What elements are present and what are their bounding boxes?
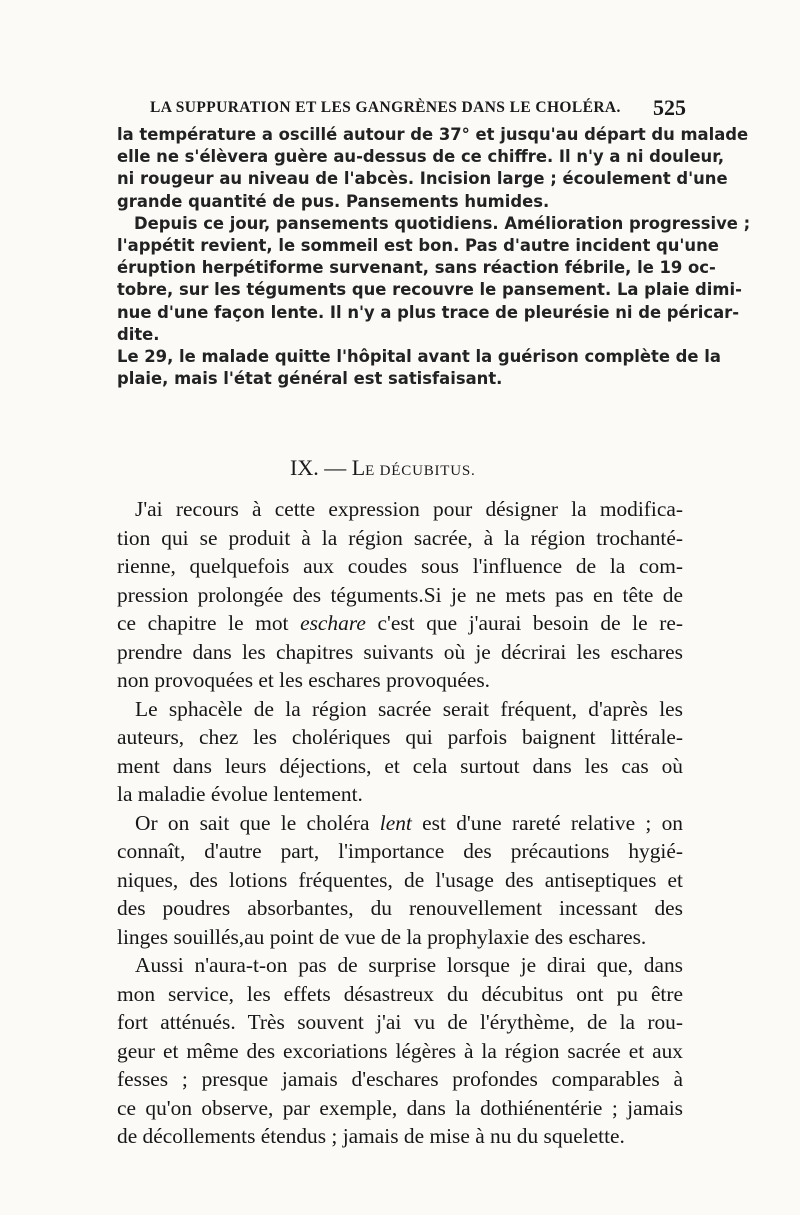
text-line: tobre, sur les téguments que recouvre le pansement. La plaie dimi- [117, 280, 742, 300]
running-title: LA SUPPURATION ET LES GANGRÈNES DANS LE CHOLÉRA. [150, 99, 621, 116]
text-line: nue d'une façon lente. Il n'y a plus trace de pleurésie ni de péricar- [117, 302, 740, 322]
text-line: Le 29, le malade quitte l'hôpital avant la guérison complète de la [117, 347, 721, 367]
text-line [117, 809, 683, 838]
paragraph [117, 495, 683, 695]
text-line: ni rougeur au niveau de l'abcès. Incision large ; écoulement d'une [117, 169, 728, 189]
text-line: plaie, mais l'état général est satisfaisant. [117, 369, 503, 389]
text-line: elle ne s'élèvera guère au-dessus de ce chiffre. Il n'y a ni douleur, [117, 147, 725, 167]
paragraph [117, 213, 751, 346]
section-heading [290, 455, 476, 481]
text-line: la maladie évolue lentement. [117, 782, 363, 806]
text-line: J'ai recours à cette expression pour désigner la modifica- [135, 497, 683, 521]
text-fragment: est d'une rareté relative ; on [411, 810, 684, 835]
text-line: fort atténués. Très souvent j'ai vu de l'érythème, de la rou- [117, 1010, 683, 1034]
text-line: éruption herpétiforme survenant, sans réaction fébrile, le 19 oc- [117, 258, 716, 278]
paragraph [117, 695, 683, 809]
text-line [117, 609, 683, 638]
text-line: tion qui se produit à la région sacrée, à la région trochanté- [117, 525, 683, 550]
case-report-text [117, 124, 751, 390]
text-line: Depuis ce jour, pansements quotidiens. Amélioration progressive ; [134, 213, 751, 233]
text-line: geur et même des excoriations légères à la région sacrée et aux [117, 1038, 683, 1063]
text-line: auteurs, chez les cholériques qui parfois baignent littérale- [117, 725, 683, 749]
text-line: de décollements étendus ; jamais de mise à nu du squelette. [117, 1124, 625, 1148]
text-line: grande quantité de pus. Pansements humides. [117, 191, 550, 211]
section-number: IX. — L [290, 455, 366, 480]
text-fragment: ce chapitre le mot [117, 611, 301, 635]
text-line: ce qu'on observe, par exemple, dans la dothiénentérie ; jamais [117, 1095, 683, 1120]
text-line: des poudres absorbantes, du renouvellement incessant des [117, 896, 683, 920]
italic-term: eschare [300, 611, 366, 635]
main-text [117, 495, 683, 1151]
text-line: mon service, les effets désastreux du décubitus ont pu être [117, 981, 683, 1006]
text-line: Aussi n'aura-t-on pas de surprise lorsque je dirai que, dans [135, 953, 683, 977]
text-line: connaît, d'autre part, l'importance des précautions hygié- [117, 839, 683, 863]
text-line: rienne, quelquefois aux coudes sous l'influence de la com- [117, 554, 683, 578]
text-line: non provoquées et les eschares provoquées. [117, 668, 491, 692]
text-line: l'appétit revient, le sommeil est bon. Pas d'autre incident qu'une [117, 236, 719, 256]
page-number: 525 [653, 95, 686, 120]
running-head [150, 95, 686, 121]
italic-term: lent [379, 810, 412, 835]
paragraph [117, 346, 721, 390]
text-fragment: c'est que j'aurai besoin de le re- [365, 611, 683, 635]
text-fragment: Or on sait que le choléra [135, 810, 380, 835]
text-line: ment dans leurs déjections, et cela surtout dans les cas où [117, 753, 683, 778]
paragraph [117, 124, 749, 213]
text-line: la température a oscillé autour de 37° et jusqu'au départ du malade [117, 125, 749, 144]
text-line: pression prolongée des téguments.Si je ne mets pas en tête de [117, 582, 683, 607]
text-line: fesses ; presque jamais d'eschares profondes comparables à [117, 1067, 683, 1091]
text-line: linges souillés,au point de vue de la prophylaxie des eschares. [117, 924, 647, 949]
text-line: Le sphacèle de la région sacrée serait fréquent, d'après les [135, 696, 683, 721]
text-line: dite. [117, 324, 160, 344]
text-line: prendre dans les chapitres suivants où je décrirai les eschares [117, 639, 683, 664]
paragraph [117, 809, 683, 952]
text-line: niques, des lotions fréquentes, de l'usage des antiseptiques et [117, 867, 683, 892]
section-title: E DÉCUBITUS. [365, 463, 476, 479]
paragraph [117, 951, 683, 1151]
